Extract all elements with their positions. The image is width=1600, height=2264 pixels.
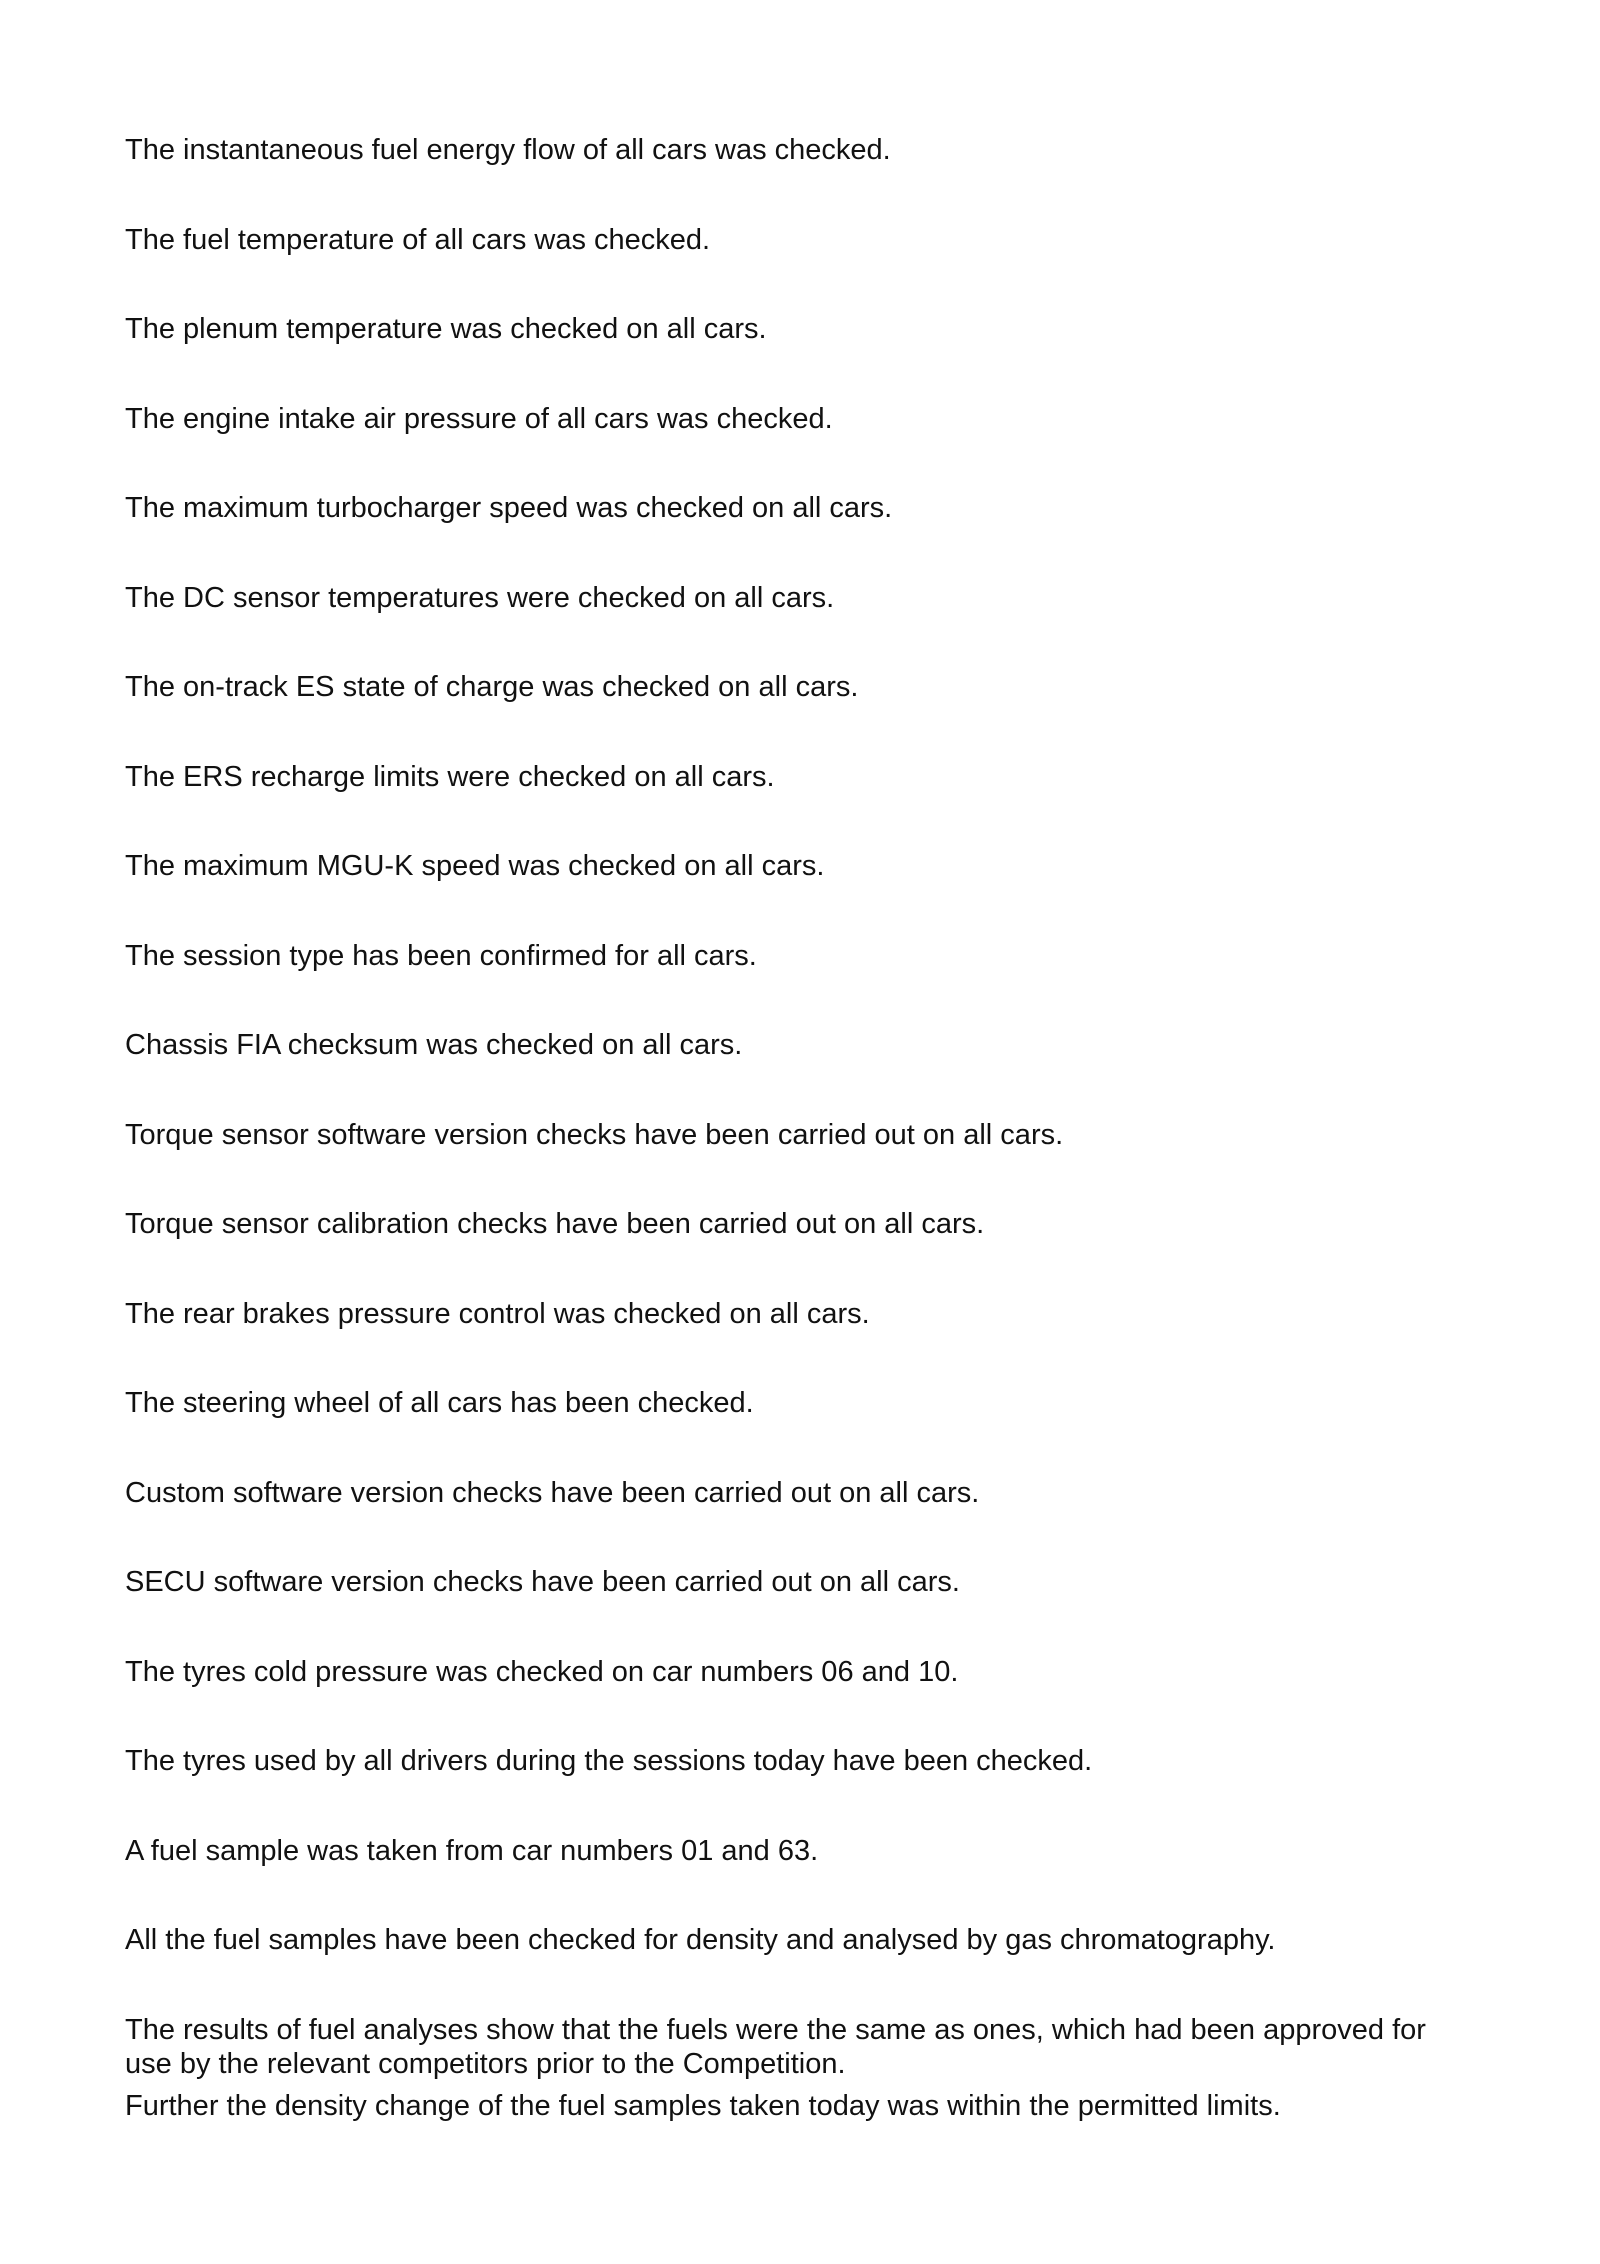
conclusion-paragraph: Further the density change of the fuel samples taken today was within the permitted limits.	[125, 2089, 1281, 2122]
statement-line: The maximum turbocharger speed was checked on all cars.	[125, 492, 893, 524]
statement-line: Torque sensor calibration checks have been carried out on all cars.	[125, 1208, 985, 1240]
statement-line: The DC sensor temperatures were checked on all cars.	[125, 581, 835, 614]
statement-line: The on-track ES state of charge was checked on all cars.	[125, 671, 859, 703]
document-body	[125, 133, 1475, 2123]
statement-line: The session type has been confirmed for all cars.	[125, 939, 757, 972]
statement-line: Torque sensor software version checks have been carried out on all cars.	[125, 1118, 1064, 1151]
conclusion-paragraph: The results of fuel analyses show that the fuels were the same as ones, which had been approved for use by the relevant competitors prior to the Competition.	[125, 2013, 1426, 2080]
statement-line: The tyres cold pressure was checked on car numbers 06 and 10.	[125, 1655, 959, 1688]
statement-line: All the fuel samples have been checked for density and analysed by gas chromatography.	[125, 1924, 1276, 1956]
statement-line: The ERS recharge limits were checked on all cars.	[125, 760, 775, 793]
statement-line: The engine intake air pressure of all cars was checked.	[125, 402, 833, 435]
statement-line: The plenum temperature was checked on all cars.	[125, 313, 767, 345]
statement-line: The steering wheel of all cars has been checked.	[125, 1387, 754, 1419]
statement-line: The maximum MGU-K speed was checked on all cars.	[125, 850, 825, 882]
statement-line: The instantaneous fuel energy flow of all cars was checked.	[125, 134, 891, 166]
statement-line: The tyres used by all drivers during the sessions today have been checked.	[125, 1745, 1093, 1777]
statement-line: SECU software version checks have been carried out on all cars.	[125, 1566, 960, 1598]
statement-line: Chassis FIA checksum was checked on all cars.	[125, 1029, 743, 1061]
statement-line: A fuel sample was taken from car numbers 01 and 63.	[125, 1834, 819, 1867]
statement-line: Custom software version checks have been carried out on all cars.	[125, 1476, 980, 1509]
statement-line: The rear brakes pressure control was checked on all cars.	[125, 1297, 870, 1330]
statement-line: The fuel temperature of all cars was checked.	[125, 223, 711, 256]
